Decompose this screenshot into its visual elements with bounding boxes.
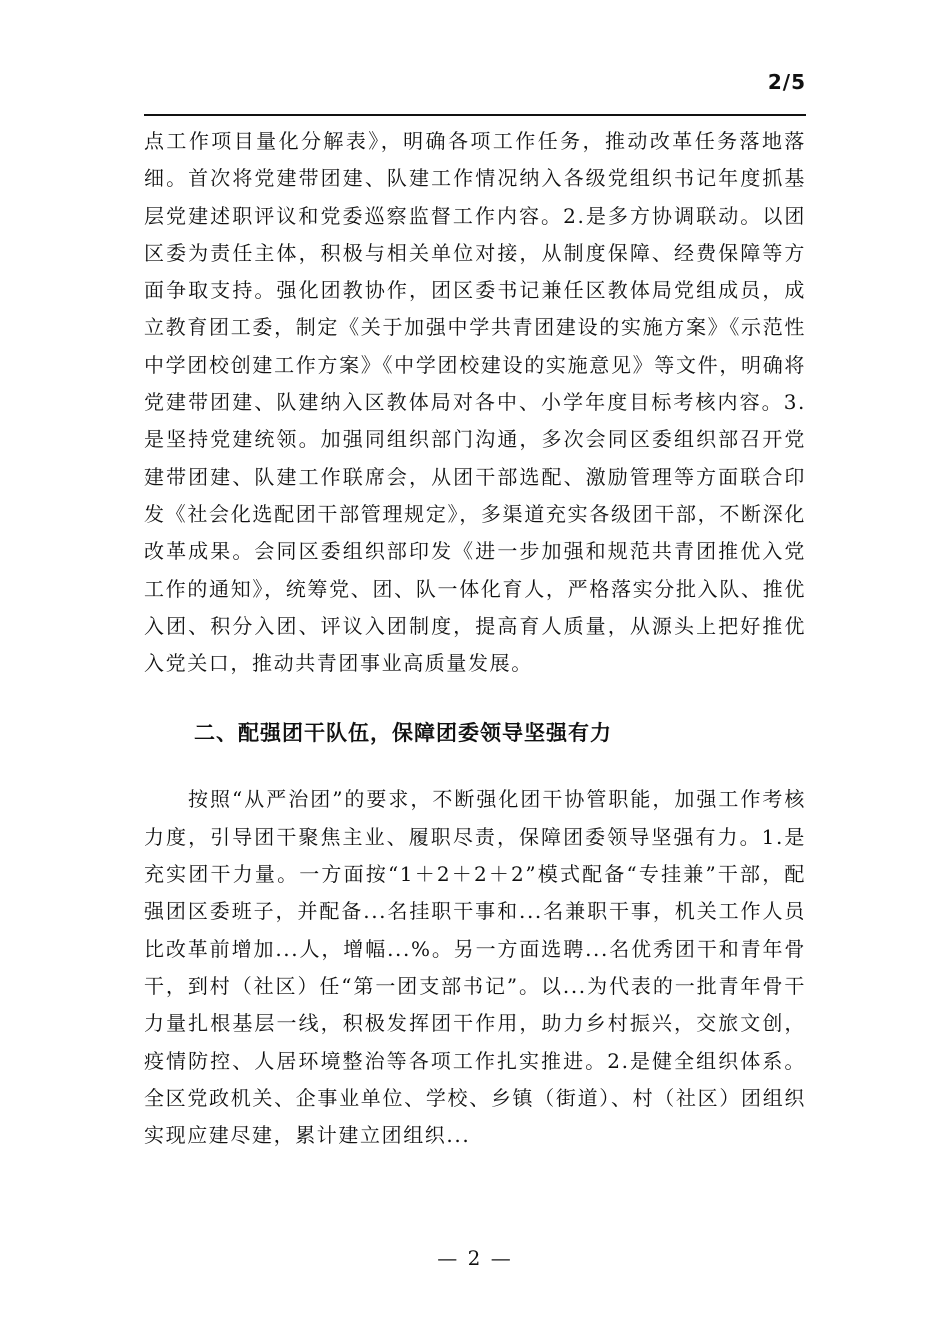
body-paragraph-1: 点工作项目量化分解表》，明确各项工作任务，推动改革任务落地落细。首次将党建带团建、队建工作情况纳入各级党组织书记年度抓基层党建述职评议和党委巡察监督工作内容。2.是多方协调联动。以团区委为责任主体，积极与相关单位对接，从制度保障、经费保障等方面争取支持。强化团教协作，团区委书记兼任区教体局党组成员，成立教育团工委，制定《关于加强中学共青团建设的实施方案》《示范性中学团校创建工作方案》《中学团校建设的实施意见》等文件，明确将党建带团建、队建纳入区教体局对各中、小学年度目标考核内容。3.是坚持党建统领。加强同组织部门沟通，多次会同区委组织部召开党建带团建、队建工作联席会，从团干部选配、激励管理等方面联合印发《社会化选配团干部管理规定》，多渠道充实各级团干部，不断深化改革成果。会同区委组织部印发《进一步加强和规范共青团推优入党工作的通知》，统筹党、团、队一体化育人，严格落实分批入队、推优入团、积分入团、评议入团制度，提高育人质量，从源头上把好推优入党关口，推动共青团事业高质量发展。 xyxy=(144,129,806,676)
page-indicator: 2/5 xyxy=(767,70,806,94)
footer-page-number: — 2 — xyxy=(437,1246,513,1270)
document-body xyxy=(144,123,806,1154)
header-rule xyxy=(144,114,806,116)
section-heading: 二、配强团干队伍，保障团委领导坚强有力 xyxy=(194,721,612,746)
body-paragraph-2: 按照“从严治团”的要求，不断强化团干协管职能，加强工作考核力度，引导团干聚焦主业、履职尽责，保障团委领导坚强有力。1.是充实团干力量。一方面按“1＋2＋2＋2”模式配备“专挂兼”干部，配强团区委班子，并配备...名挂职干事和...名兼职干事，机关工作人员比改革前增加...人，增幅...%。另一方面选聘...名优秀团干和青年骨干，到村（社区）任“第一团支部书记”。以...为代表的一批青年骨干力量扎根基层一线，积极发挥团干作用，助力乡村振兴，交旅文创，疫情防控、人居环境整治等各项工作扎实推进。2.是健全组织体系。全区党政机关、企事业单位、学校、乡镇（街道）、村（社区）团组织实现应建尽建，累计建立团组织... xyxy=(144,787,806,1148)
